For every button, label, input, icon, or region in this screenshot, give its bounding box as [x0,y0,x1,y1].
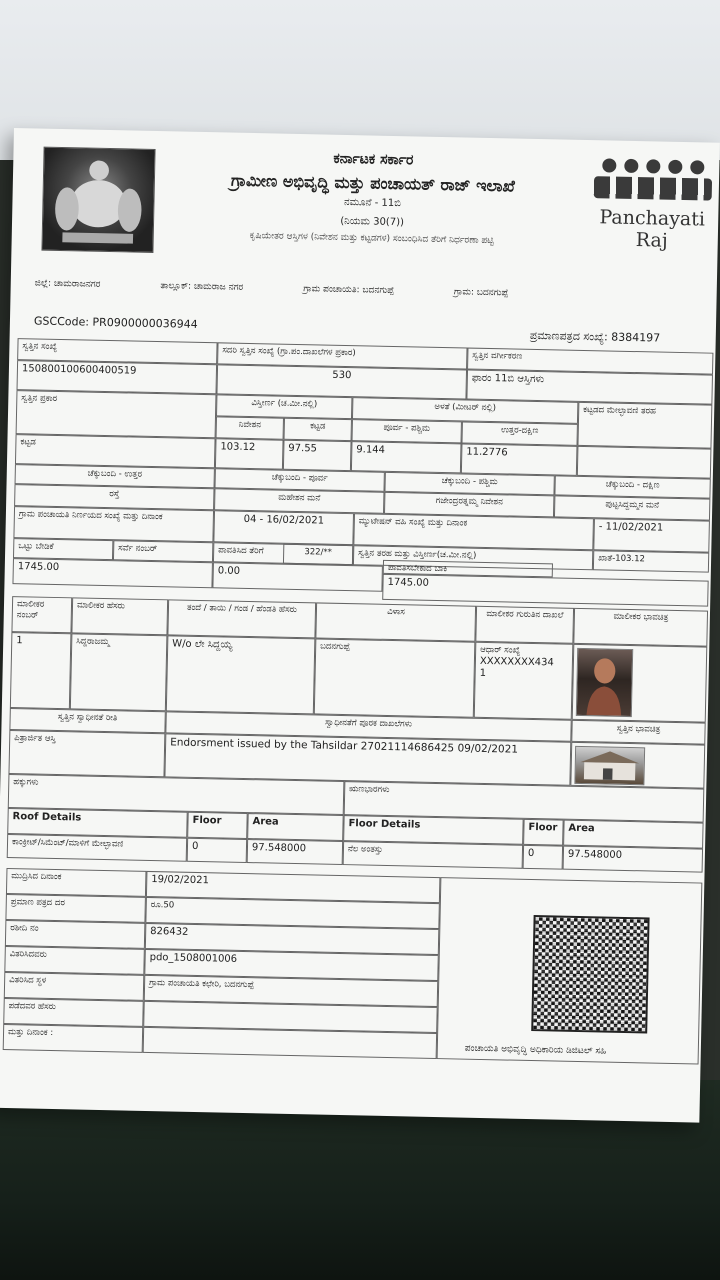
owner-photo [576,648,633,717]
paid-label: ಪಾವತಿಸಿದ ತೆರಿಗೆ [213,542,353,565]
issued-by-value: pdo_1508001006 [144,949,438,981]
tax-area-label: ಸ್ವತ್ತಿನ ತರಹ ಮತ್ತು ವಿಸ್ತೀರ್ಣ(ಚ.ಮೀ.ನಲ್ಲಿ) [353,545,593,570]
due-label: ಪಾವತಿಸಬೇಕಾದ ಬಾಕಿ [383,560,553,578]
property-id-label: ಸ್ವತ್ತಿನ ಸಂಖ್ಯೆ [17,338,217,364]
mutation-label: ಮ್ಯುಟೇಷನ್ ವಹಿ ಸಂಖ್ಯೆ ಮತ್ತು ದಿನಾಂಕ [353,513,594,550]
floor-floor-value: 0 [523,845,563,870]
certificate-fee-value: ರೂ.50 [145,897,439,929]
district: ಜಿಲ್ಲೆ: ಚಾಮರಾಜನಗರ [34,278,101,290]
roof-area-label: Area [247,813,344,841]
encumbrances-label: ಋಣಭಾರಗಳು [344,781,705,823]
taluk: ತಾಲ್ಲೂಕ್: ಚಾಮರಾಜ ನಗರ [160,281,244,293]
rights-label: ಹಕ್ಕುಗಳು [8,774,345,815]
survey-number-value: 322/** [283,544,353,565]
form-number: ನಮೂನೆ - 11ಬಿ [343,196,402,210]
boundary-south-label: ಚೆಕ್ಕುಬಂದಿ - ದಕ್ಷಿಣ [554,475,710,498]
certificate-number: ಪ್ರಮಾಣಪತ್ರದ ಸಂಖ್ಯೆ: 8384197 [529,328,661,345]
department-title: ಗ್ರಾಮೀಣ ಅಭಿವೃದ್ಧಿ ಮತ್ತು ಪಂಚಾಯತ್ ರಾಜ್ ಇಲಾಖೆ [230,170,516,196]
area-building-value: 97.55 [283,440,352,471]
floor-details-title: Floor Details [343,815,524,845]
qr-code [531,915,649,1033]
owner-id-value: XXXXXXXX434 [479,655,554,669]
property-type-value: ಕಟ್ಟಡ [15,434,216,468]
owner-name: ಸಿದ್ದರಾಜಮ್ಮ [70,633,168,711]
boundary-west-label: ಚೆಕ್ಕುಬಂದಿ - ಪಶ್ಚಿಮ [384,472,554,496]
owner-address: ಬದನಗುಪ್ಪೆ [314,638,476,717]
demand-label: ಒಟ್ಟು ಬೇಡಿಕೆ [13,538,113,560]
address-label: ವಿಳಾಸ [315,602,476,641]
acquisition-method-value: ಪಿತ್ರಾರ್ಜಿತ ಆಸ್ತಿ [8,730,165,777]
owner-id-type: ಆಧಾರ್ ಸಂಖ್ಯೆ [480,644,521,656]
property-photo [574,746,645,785]
due-value: 1745.00 [382,574,708,607]
owner-relation: W/o ಲೇ ಸಿದ್ದಯ್ಯ [166,635,316,714]
panchayati-raj-logo-text: Panchayati Raj [599,206,706,252]
owner-number: 1 [10,632,72,709]
dimension-label: ಅಳತೆ (ಮೀಟರ್ ನಲ್ಲಿ) [352,397,578,424]
rule-number: (ನಿಯಮ 30(7)) [340,215,405,229]
demand-value: 1745.00 [12,558,213,588]
print-date-label: ಮುದ್ರಿಸಿದ ದಿನಾಂಕ [6,868,147,897]
receipt-value: 826432 [145,923,439,955]
document-heading [162,147,584,248]
property-id-value: 150800100600400519 [17,360,218,394]
form-description: ಕೃಷಿಯೇತರ ಆಸ್ತಿಗಳ (ನಿವೇಶನ ಮತ್ತು ಕಟ್ಟಡಗಳ) ಸಂಬಂಧಿಸಿದ ತೆರಿಗೆ ನಿರ್ಧರಣಾ ಪಟ್ಟಿ [249,230,494,247]
receipt-label: ರಶೀದಿ ನಂ [5,920,146,949]
classification-value: ಫಾರಂ 11ಬಿ ಆಸ್ತಿಗಳು [466,370,713,405]
property-type-label: ಸ್ವತ್ತಿನ ಪ್ರಕಾರ [16,390,217,438]
survey-number-label: ಸರ್ವೆ ನಂಬರ್ [113,540,213,562]
area-label: ವಿಸ್ತೀರ್ಣ (ಚ.ಮೀ.ನಲ್ಲಿ) [216,394,352,419]
owner-id-document [474,642,574,720]
village: ಗ್ರಾಮ: ಬದನಗುಪ್ಪೆ [453,287,509,299]
area-site-label: ನಿವೇಶನ [216,416,284,439]
government-title: ಕರ್ನಾಟಕ ಸರ್ಕಾರ [333,150,414,169]
boundary-east-label: ಚೆಕ್ಕುಬಂದಿ - ಪೂರ್ವ [214,468,384,492]
boundary-north-label: ಚೆಕ್ಕುಬಂದಿ - ಉತ್ತರ [15,464,215,488]
supporting-docs-label: ಸ್ವಾಧೀನತೆಗೆ ಪೂರಕ ದಾಖಲೆಗಳು [165,711,571,741]
owner-number-label: ಮಾಲೀಕರ ನಂಬರ್ [11,596,72,633]
boundary-south-value: ಪುಟ್ಟಸಿದ್ದಮ್ಮನ ಮನೆ [554,495,710,520]
owner-name-label: ಮಾಲೀಕರ ಹೆಸರು [71,597,168,635]
floor-type: ನೆಲ ಅಂತಸ್ತು [343,841,523,869]
north-south-value: 11.2776 [461,443,578,475]
property-photo-label: ಸ್ವತ್ತಿನ ಭಾವಚಿತ್ರ [571,720,705,745]
issued-by-label: ವಿತರಿಸಿದವರು [4,946,145,975]
karnataka-emblem [41,147,155,253]
east-west-value: 9.144 [351,441,462,473]
tax-area-value: ಖಾತೆ-103.12 [593,550,709,572]
boundary-west-value: ಗಜೇಂದ್ರರತ್ನಮ್ಮ ನಿವೇಶನ [384,492,554,518]
classification-label: ಸ್ವತ್ತಿನ ವರ್ಗೀಕರಣ [467,348,713,375]
owner-id-label: ಮಾಲೀಕರ ಗುರುತಿನ ದಾಖಲೆ [475,606,574,644]
old-no-label: ಸದರಿ ಸ್ವತ್ತಿನ ಸಂಖ್ಯೆ (ಗ್ರಾ.ಪಂ.ದಾಖಲೆಗಳ ಪ್ರಕಾರ) [217,342,467,369]
panchayati-raj-logo [587,154,719,252]
issue-place-label: ವಿತರಿಸಿದ ಸ್ಥಳ [4,972,145,1001]
roof-floor-label: Floor [187,812,248,839]
owner-id-value-suffix: 1 [479,667,487,680]
digital-signature-caption: ಪಂಚಾಯತಿ ಅಭಿವೃದ್ಧಿ ಅಧಿಕಾರಿಯ ಡಿಜಿಟಲ್ ಸಹಿ [464,1043,607,1057]
roof-area-value: 97.548000 [247,839,343,865]
supporting-docs-value: Endorsment issued by the Tahsildar 27021114686425 09/02/2021 [164,733,571,785]
building-type-label: ಕಟ್ಟಡದ ಮೇಲ್ಛಾವಣಿ ತರಹ [577,402,712,449]
east-west-label: ಪೂರ್ವ - ಪಶ್ಚಿಮ [352,419,462,443]
relation-label: ತಂದೆ / ತಾಯಿ / ಗಂಡ / ಹೆಂಡತಿ ಹೆಸರು [167,599,316,638]
acquisition-method-label: ಸ್ವತ್ತಿನ ಸ್ವಾಧೀನತೆ ರೀತಿ [9,708,165,733]
floor-area-value: 97.548000 [563,846,703,873]
receiver-name-label: ಪಡೆದವರ ಹೆಸರು [3,998,144,1027]
area-building-label: ಕಟ್ಟಡ [284,418,352,441]
owner-photo-label: ಮಾಲೀಕರ ಭಾವಚಿತ್ರ [573,608,708,647]
gram-panchayat: ಗ್ರಾಮ ಪಂಚಾಯತಿ: ಬದನಗುಪ್ಪೆ [303,284,395,296]
boundary-east-value: ಮಹೇಶನ ಮನೆ [214,488,384,514]
roof-floor-value: 0 [187,838,247,863]
resolution-label: ಗ್ರಾಮ ಪಂಚಾಯತಿ ನಿರ್ಣಯದ ಸಂಖ್ಯೆ ಮತ್ತು ದಿನಾಂಕ [13,506,214,542]
area-site-value: 103.12 [215,438,284,469]
resolution-value: 04 - 16/02/2021 [213,510,354,545]
roof-details-title: Roof Details [7,808,188,838]
gsc-code: GSCCode: PR0900000036944 [33,314,198,331]
location-row [35,278,715,302]
receipt-date-value [143,1027,437,1059]
old-no-value: 530 [216,364,467,399]
floor-area-label: Area [563,820,704,849]
form-11b-document [0,128,720,1123]
issue-place-value: ಗ್ರಾಮ ಪಂಚಾಯತಿ ಕಛೇರಿ, ಬದನಗುಪ್ಪೆ [144,975,438,1007]
roof-type: ಕಾಂಕ್ರೀಟ್/ಸಿಮೆಂಟ್/ಮಾಳಿಗೆ ಮೇಲ್ಛಾವಣಿ [7,834,187,862]
mutation-value: - 11/02/2021 [593,518,710,552]
paid-value: 0.00 [212,562,383,592]
boundary-north-value: ರಸ್ತೆ [14,484,214,510]
floor-floor-label: Floor [523,819,564,846]
building-type-value [577,446,712,479]
print-date-value: 19/02/2021 [146,871,440,903]
receipt-date-label: ಮತ್ತು ದಿನಾಂಕ : [3,1024,144,1053]
north-south-label: ಉತ್ತರ-ದಕ್ಷಿಣ [461,421,577,445]
certificate-fee-label: ಪ್ರಮಾಣ ಪತ್ರದ ದರ [5,894,146,923]
